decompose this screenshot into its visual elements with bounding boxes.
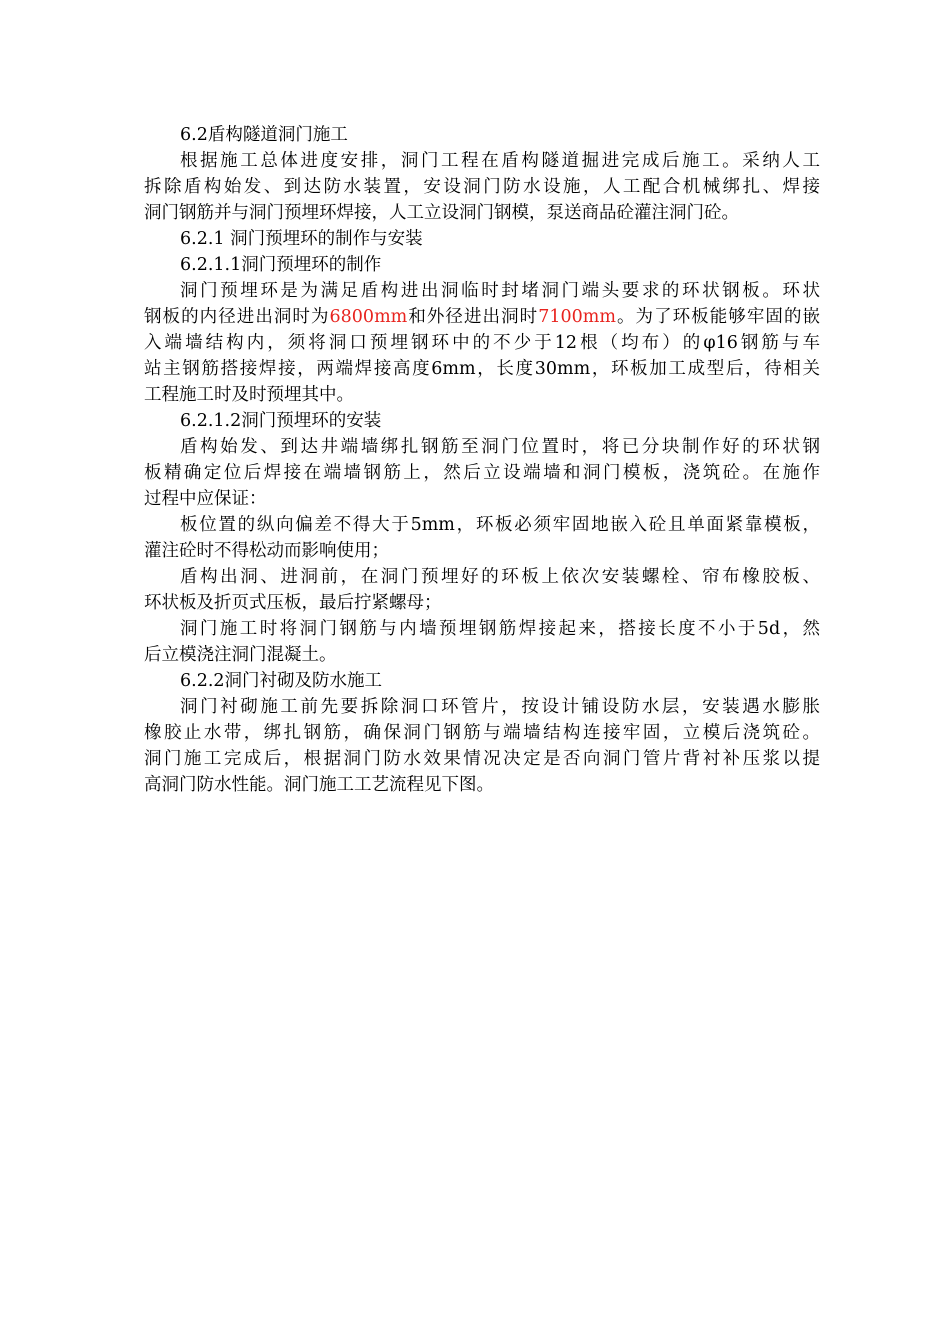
paragraph-line: 后立模浇注洞门混凝土。 xyxy=(144,645,337,665)
paragraph-requirement-3 xyxy=(144,616,820,668)
paragraph-line: 根据施工总体进度安排，洞门工程在盾构隧道掘进完成后施工。采纳人工 xyxy=(180,151,820,171)
text-run: 钢板的内径进出洞时为 xyxy=(144,307,330,327)
paragraph-ring-installation xyxy=(144,434,820,512)
paragraph-line: 洞门施工时将洞门钢筋与内墙预埋钢筋焊接起来，搭接长度不小于5d，然 xyxy=(180,619,820,639)
paragraph-line: 盾构出洞、进洞前，在洞门预埋好的环板上依次安装螺栓、帘布橡胶板、 xyxy=(180,567,820,587)
paragraph-line: 高洞门防水性能。洞门施工工艺流程见下图。 xyxy=(144,775,494,795)
document-body xyxy=(144,122,820,798)
paragraph-ring-fabrication xyxy=(144,278,820,408)
paragraph-line: 洞门钢筋并与洞门预埋环焊接，人工立设洞门钢模，泵送商品砼灌注洞门砼。 xyxy=(144,203,739,223)
outer-diameter-value: 7100mm xyxy=(538,307,616,327)
text-run: 。为了环板能够牢固的嵌 xyxy=(615,307,821,327)
paragraph-line: 板位置的纵向偏差不得大于5mm，环板必须牢固地嵌入砼且单面紧靠模板， xyxy=(180,515,820,535)
paragraph-line: 站主钢筋搭接焊接，两端焊接高度6mm，长度30mm，环板加工成型后，待相关 xyxy=(144,359,820,379)
paragraph-line: 洞门衬砌施工前先要拆除洞口环管片，按设计铺设防水层，安装遇水膨胀 xyxy=(180,697,820,717)
paragraph-requirement-1 xyxy=(144,512,820,564)
paragraph-line: 洞门施工完成后，根据洞门防水效果情况决定是否向洞门管片背衬补压浆以提 xyxy=(144,749,820,769)
paragraph-line: 灌注砼时不得松动而影响使用； xyxy=(144,541,389,561)
section-heading-6-2-1-2: 6.2.1.2洞门预埋环的安装 xyxy=(180,411,382,431)
paragraph-line xyxy=(144,304,820,330)
paragraph-line: 洞门预埋环是为满足盾构进出洞临时封堵洞门端头要求的环状钢板。环状 xyxy=(180,281,820,301)
paragraph-line: 橡胶止水带，绑扎钢筋，确保洞门钢筋与端墙结构连接牢固，立模后浇筑砼。 xyxy=(144,723,820,743)
inner-diameter-value: 6800mm xyxy=(329,307,408,327)
paragraph-line: 环状板及折页式压板，最后拧紧螺母； xyxy=(144,593,442,613)
section-heading-6-2-2: 6.2.2洞门衬砌及防水施工 xyxy=(180,671,383,691)
section-heading-6-2-1-1: 6.2.1.1洞门预埋环的制作 xyxy=(180,255,382,275)
paragraph-line: 过程中应保证： xyxy=(144,489,267,509)
section-heading-6-2: 6.2盾构隧道洞门施工 xyxy=(180,125,348,145)
paragraph-line: 盾构始发、到达井端墙绑扎钢筋至洞门位置时，将已分块制作好的环状钢 xyxy=(180,437,820,457)
paragraph-overview xyxy=(144,148,820,226)
paragraph-requirement-2 xyxy=(144,564,820,616)
text-run: 和外径进出洞时 xyxy=(407,307,539,327)
paragraph-line: 拆除盾构始发、到达防水装置，安设洞门防水设施，人工配合机械绑扎、焊接 xyxy=(144,177,820,197)
paragraph-line: 板精确定位后焊接在端墙钢筋上，然后立设端墙和洞门模板，浇筑砼。在施作 xyxy=(144,463,820,483)
paragraph-lining-waterproofing xyxy=(144,694,820,798)
section-heading-6-2-1: 6.2.1 洞门预埋环的制作与安装 xyxy=(180,229,423,249)
paragraph-line: 入端墙结构内，须将洞口预埋钢环中的不少于12根（均布）的φ16钢筋与车 xyxy=(144,333,820,353)
paragraph-line: 工程施工时及时预埋其中。 xyxy=(144,385,354,405)
